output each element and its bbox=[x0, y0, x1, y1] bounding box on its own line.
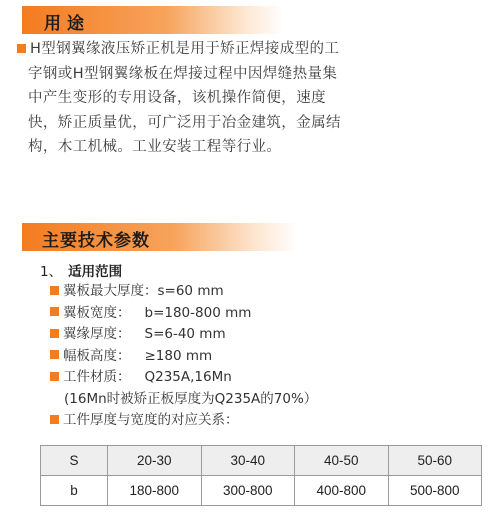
bullet-square-icon bbox=[50, 286, 59, 295]
spec-item bbox=[50, 346, 480, 368]
table-row bbox=[41, 476, 482, 506]
bullet-square-icon bbox=[17, 44, 26, 53]
spec-subheading-text: 适用范围 bbox=[68, 264, 123, 280]
usage-line bbox=[28, 37, 468, 62]
table-cell: 300-800 bbox=[201, 476, 295, 506]
specs-section-title: 主要技术参数 bbox=[42, 231, 150, 251]
spec-label: 工件材质： bbox=[63, 369, 131, 385]
table-row bbox=[41, 446, 482, 476]
bullet-square-icon bbox=[50, 350, 59, 359]
usage-line: 快，矫正质量优，可广泛用于冶金建筑，金属结 bbox=[28, 114, 341, 131]
specs-section-header bbox=[22, 223, 298, 251]
table-cell: b bbox=[41, 476, 108, 506]
usage-section-title: 用途 bbox=[44, 14, 90, 34]
spec-subheading-number: 1、 bbox=[40, 264, 63, 280]
usage-line: 字钢或H型钢翼缘板在焊接过程中因焊缝热量集 bbox=[28, 65, 338, 82]
spec-value: b=180-800 mm bbox=[144, 304, 252, 321]
thickness-width-table bbox=[40, 445, 482, 506]
table-cell: S bbox=[41, 446, 108, 476]
spec-note: (16Mn时被矫正板厚度为Q235A的70%） bbox=[64, 390, 318, 407]
table-cell: 40-50 bbox=[295, 446, 389, 476]
spec-label: 幅板高度： bbox=[63, 347, 131, 364]
table-cell: 30-40 bbox=[201, 446, 295, 476]
spec-label: 翼缘厚度： bbox=[63, 326, 131, 342]
spec-value: S=6-40 mm bbox=[144, 326, 226, 342]
spec-relation-label: 工件厚度与宽度的对应关系： bbox=[63, 412, 239, 428]
usage-section-header bbox=[22, 6, 284, 34]
spec-subheading bbox=[40, 260, 122, 280]
table-cell: 180-800 bbox=[108, 476, 202, 506]
spec-value: ≥180 mm bbox=[144, 347, 213, 364]
spec-value: s=60 mm bbox=[157, 283, 224, 299]
spec-item bbox=[50, 324, 480, 346]
table-cell: 400-800 bbox=[295, 476, 389, 506]
spec-list bbox=[50, 281, 480, 432]
spec-label: 翼板宽度： bbox=[63, 304, 131, 321]
bullet-square-icon bbox=[50, 372, 59, 381]
spec-item bbox=[50, 303, 480, 325]
table-cell: 500-800 bbox=[388, 476, 482, 506]
spec-item bbox=[50, 410, 480, 432]
spec-label: 翼板最大厚度： bbox=[63, 283, 158, 299]
usage-description bbox=[28, 37, 468, 160]
table-cell: 20-30 bbox=[108, 446, 202, 476]
bullet-square-icon bbox=[50, 307, 59, 316]
usage-line: 构，木工机械。工业安装工程等行业。 bbox=[28, 139, 282, 155]
table-cell: 50-60 bbox=[388, 446, 482, 476]
usage-line-text: H型钢翼缘液压矫正机是用于矫正焊接成型的工 bbox=[30, 41, 340, 57]
usage-line: 中产生变形的专用设备，该机操作简便，速度 bbox=[28, 90, 326, 106]
spec-item bbox=[50, 367, 480, 389]
spec-item bbox=[50, 281, 480, 303]
bullet-square-icon bbox=[50, 329, 59, 338]
bullet-square-icon bbox=[50, 415, 59, 424]
spec-value: Q235A,16Mn bbox=[144, 369, 232, 385]
